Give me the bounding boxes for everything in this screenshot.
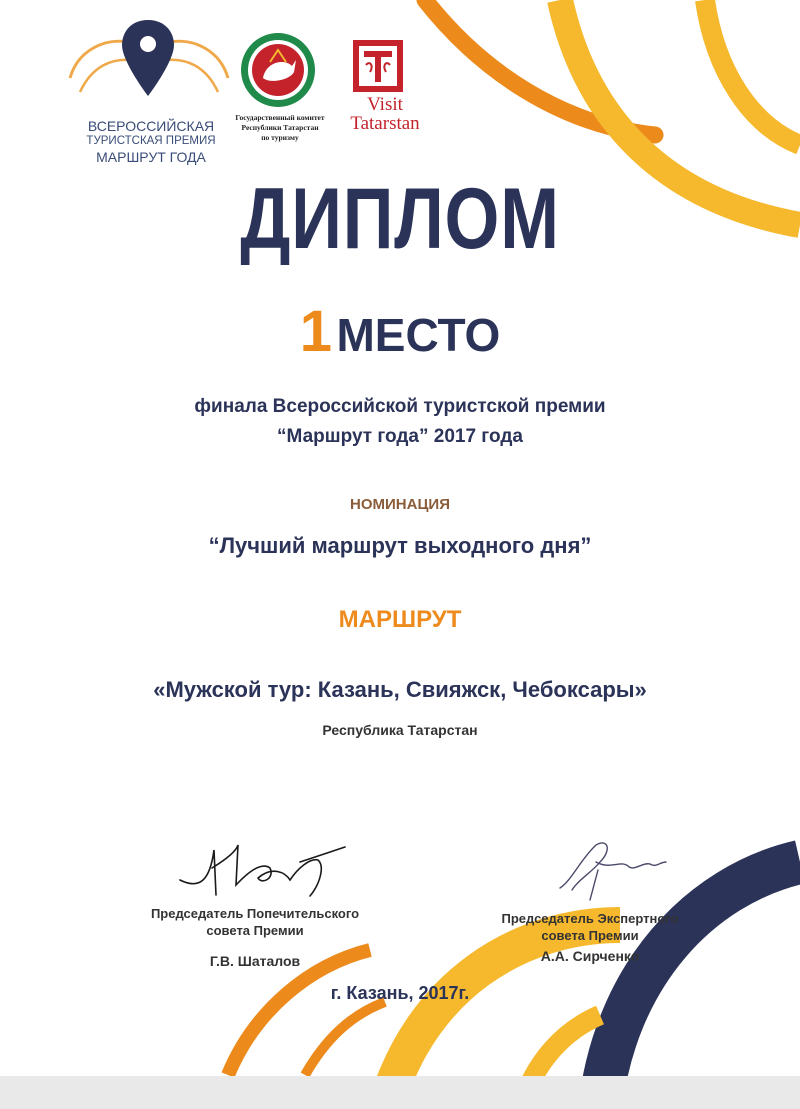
route-label: МАРШРУТ — [338, 606, 462, 633]
award-logo-line3: МАРШРУТ ГОДА — [96, 148, 206, 165]
visit-line2: Tatarstan — [350, 113, 420, 134]
right-signer-name: А.А. Сирченко — [540, 948, 640, 964]
award-logo-line1: ВСЕРОССИЙСКАЯ — [87, 118, 215, 134]
gov-line2: Республики Татарстан — [241, 122, 319, 132]
nomination-label: НОМИНАЦИЯ — [350, 496, 450, 513]
visit-line1: Visit — [367, 94, 403, 115]
right-role-line2: совета Премии — [541, 928, 639, 943]
left-role-line2: совета Премии — [206, 923, 304, 938]
gov-line1: Государственный комитет — [235, 113, 325, 122]
place-word: МЕСТО — [336, 309, 501, 361]
diploma-title: ДИПЛОМ — [240, 171, 560, 267]
signature-right — [560, 843, 666, 900]
signature-left — [180, 845, 345, 896]
signature-block-left — [120, 905, 390, 970]
place-number: 1 — [299, 299, 332, 364]
right-role-line1: Председатель Экспертного — [501, 911, 679, 926]
route-value: «Мужской тур: Казань, Свияжск, Чебоксары» — [153, 677, 647, 702]
nomination-value: “Лучший маршрут выходного дня” — [208, 533, 592, 558]
route-region: Республика Татарстан — [322, 722, 478, 738]
gov-line3: по туризму — [261, 132, 299, 142]
left-role-line1: Председатель Попечительского — [150, 906, 360, 921]
final-line2: “Маршрут года” 2017 года — [277, 426, 523, 447]
final-line1: финала Всероссийской туристской премии — [194, 396, 606, 417]
city-year: г. Казань, 2017г. — [330, 983, 470, 1003]
award-logo-line2: ТУРИСТСКАЯ ПРЕМИЯ — [86, 134, 216, 147]
signature-block-right — [480, 910, 700, 965]
left-signer-name: Г.В. Шаталов — [209, 953, 301, 969]
